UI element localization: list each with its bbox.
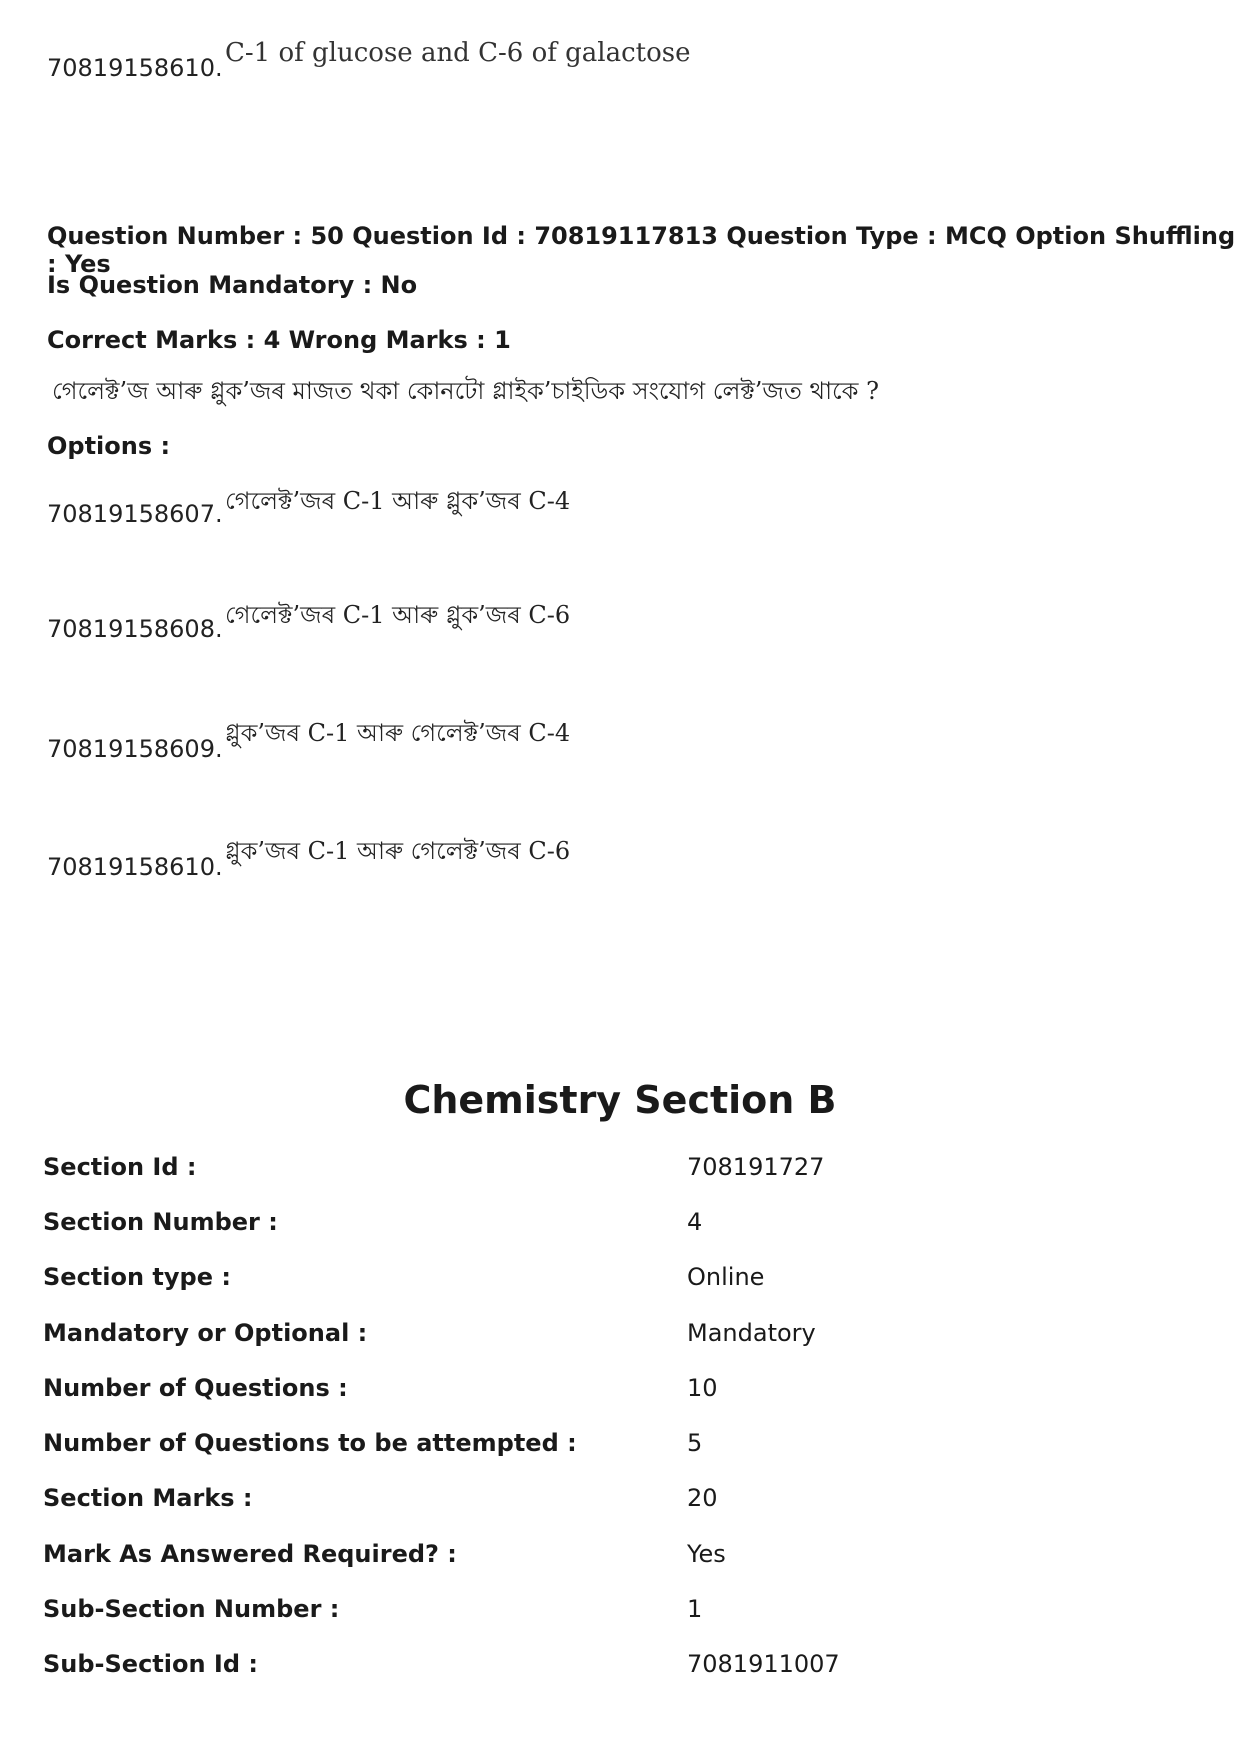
mandatory-value: Mandatory bbox=[687, 1319, 816, 1347]
section-type-label: Section type : bbox=[43, 1263, 231, 1291]
section-title: Chemistry Section B bbox=[403, 1078, 837, 1122]
section-number-value: 4 bbox=[687, 1208, 703, 1236]
options-label: Options : bbox=[47, 432, 171, 460]
mark-answered-value: Yes bbox=[687, 1540, 726, 1568]
option-text: গেলেক্ট’জৰ C-1 আৰু গ্লুক’জৰ C-4 bbox=[225, 487, 571, 515]
option-text: গ্লুক’জৰ C-1 আৰু গেলেক্ট’জৰ C-6 bbox=[225, 837, 571, 865]
subsection-id-label: Sub-Section Id : bbox=[43, 1650, 258, 1678]
section-id-value: 708191727 bbox=[687, 1153, 825, 1181]
option-text: C-1 of glucose and C-6 of galactose bbox=[225, 38, 691, 68]
section-type-value: Online bbox=[687, 1263, 765, 1291]
num-attempt-label: Number of Questions to be attempted : bbox=[43, 1429, 577, 1457]
option-text: গেলেক্ট’জৰ C-1 আৰু গ্লুক’জৰ C-6 bbox=[225, 601, 571, 629]
question-marks: Correct Marks : 4 Wrong Marks : 1 bbox=[47, 326, 511, 354]
num-questions-label: Number of Questions : bbox=[43, 1374, 348, 1402]
subsection-number-label: Sub-Section Number : bbox=[43, 1595, 340, 1623]
mandatory-label: Mandatory or Optional : bbox=[43, 1319, 368, 1347]
num-attempt-value: 5 bbox=[687, 1429, 703, 1457]
section-marks-label: Section Marks : bbox=[43, 1484, 253, 1512]
option-number: 70819158607. bbox=[47, 500, 223, 528]
option-text: গ্লুক’জৰ C-1 আৰু গেলেক্ট’জৰ C-4 bbox=[225, 719, 571, 747]
section-number-label: Section Number : bbox=[43, 1208, 278, 1236]
option-number: 70819158608. bbox=[47, 615, 223, 643]
question-meta: Question Number : 50 Question Id : 70819117813 Question Type : MCQ Option Shuffling : Yes bbox=[47, 222, 1236, 278]
section-id-label: Section Id : bbox=[43, 1153, 197, 1181]
num-questions-value: 10 bbox=[687, 1374, 718, 1402]
option-number: 70819158609. bbox=[47, 735, 223, 763]
subsection-id-value: 7081911007 bbox=[687, 1650, 840, 1678]
section-marks-value: 20 bbox=[687, 1484, 718, 1512]
option-number: 70819158610. bbox=[47, 54, 223, 82]
subsection-number-value: 1 bbox=[687, 1595, 703, 1623]
question-text: গেলেক্ট’জ আৰু গ্লুক’জৰ মাজত থকা কোনটো গ্লাইক’চাইডিক সংযোগ লেক্ট’জত থাকে ? bbox=[52, 377, 879, 405]
mark-answered-label: Mark As Answered Required? : bbox=[43, 1540, 457, 1568]
question-mandatory: Is Question Mandatory : No bbox=[47, 271, 418, 299]
option-number: 70819158610. bbox=[47, 853, 223, 881]
